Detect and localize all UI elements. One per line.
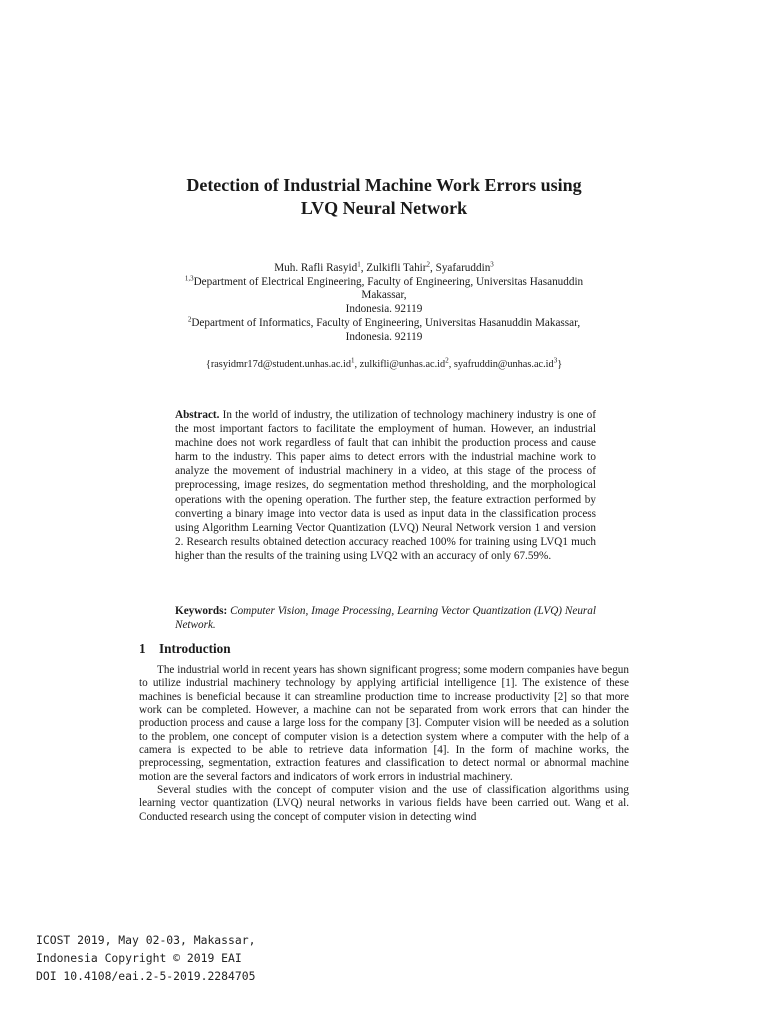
- paper-title: [100, 174, 668, 220]
- affiliation-text: Department of Electrical Engineering, Faculty of Engineering, Universitas Hasanuddin: [193, 275, 584, 288]
- email-link[interactable]: zulkifli@unhas.ac.id: [359, 359, 446, 370]
- keywords-values: Computer Vision, Image Processing, Learning Vector Quantization (LVQ) Neural Network.: [175, 605, 596, 631]
- email-link[interactable]: rasyidmr17d@student.unhas.ac.id: [210, 359, 351, 370]
- author-sup: 1: [357, 260, 361, 269]
- abstract-text: In the world of industry, the utilization of technology machinery industry is one of the most important factors to facilitate the employment of human. However, an industrial machine does not work regardless of fault that can inhibit the production process and cause harm to the industry. This paper aims to detect errors with the industrial machine work to analyze the movement of industrial machinery in a video, at this stage of the process of preprocessing, image resizes, do segmentation method thresholding, and the morphological operations with the opening operation. The further step, the feature extraction performed by converting a binary image into vector data is used as input data in the classification process using Algorithm Learning Vector Quantization (LVQ) Neural Network version 1 and version 2. Research results obtained detection accuracy reached 100% for training using LVQ1 much higher than the results of the training using LVQ2 with an accuracy of only 67.59%.: [175, 409, 596, 562]
- author-name: Syafaruddin: [435, 262, 491, 274]
- affiliation-sup: 1,3: [184, 273, 194, 282]
- affiliation-2: [140, 317, 628, 344]
- email-separator: ,: [448, 359, 454, 370]
- section-heading: [139, 641, 231, 657]
- footer-doi: DOI 10.4108/eai.2-5-2019.2284705: [36, 969, 256, 983]
- footer-line-1: ICOST 2019, May 02-03, Makassar,: [36, 933, 256, 947]
- author-emails: [120, 358, 648, 371]
- footer-line-2: Indonesia Copyright © 2019 EAI: [36, 951, 242, 965]
- brace-open: {: [205, 359, 211, 370]
- affiliation-1: [140, 273, 628, 317]
- keywords: [175, 605, 596, 633]
- introduction-body: [139, 664, 629, 824]
- paragraph: The industrial world in recent years has shown significant progress; some modern companies have begun to utilize industrial machinery technology by applying artificial intelligence [1]. The existence of these machines is beneficial because it can streamline production time to increase productivity [2] so that more work can be completed. However, a machine can not be separated from work errors that can hinder the production process and cause a large loss for the company [3]. Computer vision will be needed as a solution to the problem, one concept of computer vision is a detection system where a computer with the help of a camera is expected to be able to retrieve data information [4]. In the form of machine works, the preprocessing, segmentation, extraction features and classification to detect normal or abnormal machine motion are the several factors and indicators of work errors in industrial machinery.: [139, 664, 629, 783]
- author-sup: 3: [490, 260, 494, 269]
- section-title: Introduction: [159, 641, 231, 656]
- email-sup: 3: [553, 356, 558, 365]
- keywords-label: Keywords:: [175, 605, 228, 617]
- author-separator: ,: [430, 262, 436, 274]
- authors-affiliations: [140, 262, 628, 344]
- email-sup: 2: [445, 356, 449, 365]
- affiliation-2-line-1: [140, 317, 628, 331]
- email-sup: 1: [350, 356, 355, 365]
- title-line-1: Detection of Industrial Machine Work Errors using: [186, 175, 582, 195]
- abstract-label: Abstract.: [175, 409, 220, 421]
- email-link[interactable]: syafruddin@unhas.ac.id: [453, 359, 554, 370]
- email-separator: ,: [354, 359, 360, 370]
- affiliation-1-line-3: Indonesia. 92119: [345, 303, 423, 316]
- affiliation-text: Department of Informatics, Faculty of Engineering, Universitas Hasanuddin Makassar,: [191, 316, 581, 329]
- author-sup: 2: [426, 260, 431, 269]
- title-line-2: LVQ Neural Network: [300, 198, 468, 218]
- author-name: Muh. Rafli Rasyid: [274, 262, 358, 274]
- section-number: 1: [139, 641, 146, 656]
- affiliation-2-line-2: Indonesia. 92119: [345, 330, 423, 343]
- conference-footer: [36, 931, 296, 985]
- author-name: Zulkifli Tahir: [366, 262, 427, 274]
- brace-close: }: [557, 359, 563, 370]
- affiliation-1-line-1: [140, 273, 628, 290]
- paragraph: Several studies with the concept of computer vision and the use of classification algorithms using learning vector quantization (LVQ) neural networks in various fields have been carried out. Wang et al. Conducted research using the concept of computer vision in detecting wind: [139, 784, 629, 823]
- affiliation-1-line-2: Makassar,: [361, 289, 407, 302]
- author-list: [140, 262, 628, 276]
- abstract: [175, 408, 596, 563]
- affiliation-sup: 2: [187, 315, 192, 324]
- author-separator: ,: [360, 262, 367, 274]
